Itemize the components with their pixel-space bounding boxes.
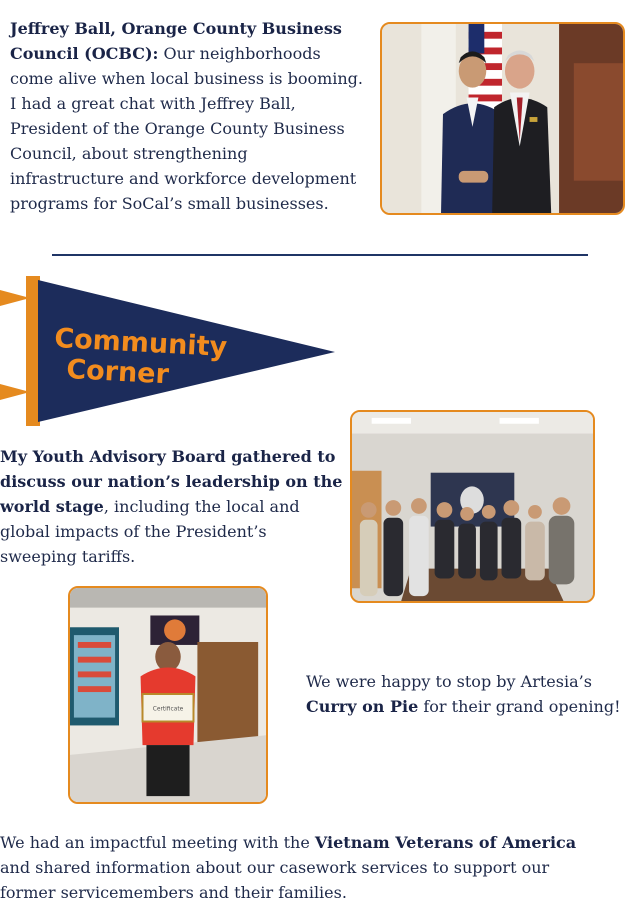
vva-name: Vietnam Veterans of America	[314, 833, 577, 852]
section-divider	[52, 254, 588, 256]
certificate-text: Certificate	[152, 706, 184, 713]
vva-text-after: and shared information about our casework services to support our former servicemembers and their families.	[0, 858, 550, 902]
pennant-tassels	[0, 290, 30, 400]
pennant-line1: Community	[53, 323, 228, 364]
youth-board-text: , including the local and global impacts of the President’s sweeping tariffs.	[0, 497, 300, 566]
youth-board-heading: My Youth Advisory Board gathered to discuss our nation’s leadership on the world stage	[0, 447, 343, 516]
pennant-line2: Corner	[65, 354, 170, 391]
vva-text-before: We had an impactful meeting with the	[0, 833, 315, 852]
curry-text-after: for their grand opening!	[418, 697, 621, 716]
ocbc-photo	[380, 22, 625, 215]
community-corner-pennant	[0, 272, 340, 428]
curry-on-pie-name: Curry on Pie	[306, 697, 419, 716]
youth-board-photo	[350, 410, 595, 603]
curry-on-pie-photo	[68, 586, 268, 804]
youth-board-paragraph	[0, 444, 345, 569]
vva-paragraph	[0, 830, 600, 905]
pennant-pole	[26, 276, 40, 426]
ocbc-heading: Jeffrey Ball, Orange County Business Council (OCBC):	[10, 19, 342, 63]
ocbc-text: Our neighborhoods come alive when local business is booming. I had a great chat with Jeffrey Ball, President of the Orange County Business Council, about strengthening infrastructure and workforce development programs for SoCal’s small businesses.	[10, 44, 363, 213]
ocbc-paragraph	[10, 16, 365, 216]
curry-on-pie-paragraph	[306, 669, 626, 719]
curry-text-before: We were happy to stop by Artesia’s	[306, 672, 592, 691]
